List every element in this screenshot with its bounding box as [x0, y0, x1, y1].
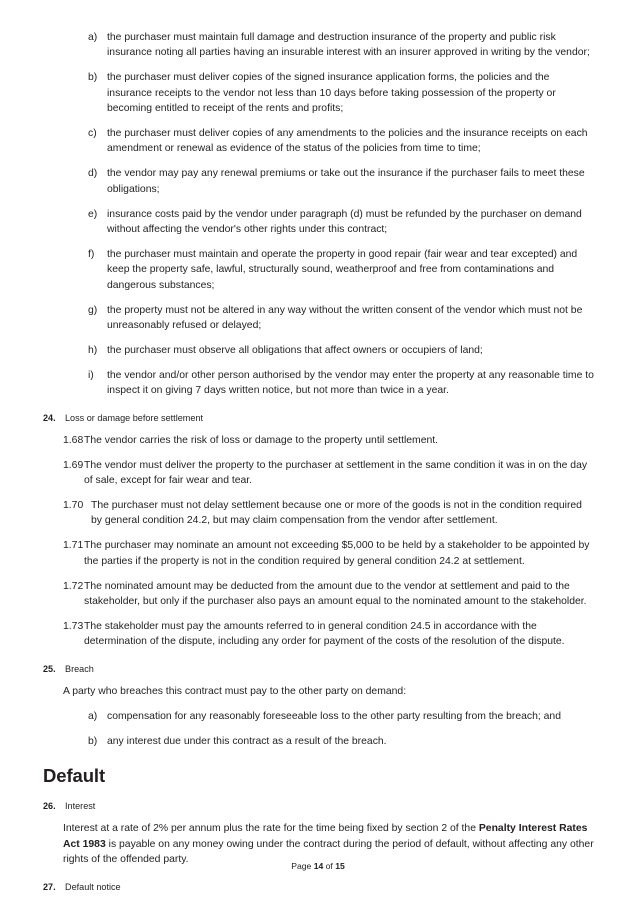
list-item [43, 166, 595, 197]
list-item [43, 126, 595, 157]
section-heading-27 [43, 881, 595, 894]
list-item [43, 207, 595, 238]
section-heading-26 [43, 800, 595, 813]
section-title: Loss or damage before settlement [65, 412, 204, 423]
section-number: 27. [43, 881, 56, 892]
list-item [43, 368, 595, 399]
clause-text: The vendor must deliver the property to the purchaser at settlement in the same condition it was in on the day of sale, except for fair wear and tear. [84, 459, 588, 487]
list-item [43, 247, 595, 293]
list-item [43, 30, 595, 61]
clause [43, 458, 595, 489]
clause-text: The nominated amount may be deducted from the amount due to the vendor at settlement and paid to the stakeholder, but only if the purchaser also pays an amount equal to the nominated amount to the stakeholder. [84, 580, 587, 607]
clause [43, 579, 595, 610]
clause-text: The stakeholder must pay the amounts referred to in general condition 24.5 in accordance with the determination of the dispute, including any order for payment of the costs of the resolution of the dispute. [84, 620, 565, 648]
list-item-text: the vendor and/or other person authorised by the vendor may enter the property at any reasonable time to inspect it on giving 7 days written notice, but not more than twice in a year. [107, 369, 594, 397]
section-number: 24. [43, 412, 56, 423]
interest-text-after: is payable on any money owing under the contract during the period of default, without affecting any other rights of the offended party. [63, 838, 594, 866]
list-item-marker: d) [88, 168, 98, 180]
list-item-marker: f) [88, 248, 95, 260]
clause-text: The purchaser may nominate an amount not exceeding $5,000 to be held by a stakeholder to be appointed by the parties if the property is not in the condition required by general condition 24.2 at settlement. [84, 540, 590, 567]
list-item-text: the purchaser must maintain and operate the property in good repair (fair wear and tear excepted) and keep the property safe, lawful, structurally sound, weatherproof and free from contaminations and dangerous substances; [107, 248, 578, 291]
list-item-text: the vendor may pay any renewal premiums or take out the insurance if the purchaser fails to meet these obligations; [107, 168, 585, 195]
list-item-text: the purchaser must deliver copies of the signed insurance application forms, the policies and the insurance receipts to the vendor not less than 10 days before taking possession of the property or becoming entitled to receipt of the rents and profits; [107, 72, 556, 115]
clause-number: 1.68 [63, 434, 84, 446]
page-title: Default [43, 765, 105, 787]
list-item-text: any interest due under this contract as a result of the breach. [107, 736, 387, 747]
list-item [43, 709, 595, 724]
insurance-obligations-list [43, 30, 595, 399]
clause-number: 1.73 [63, 620, 84, 632]
clause [43, 498, 595, 529]
list-item [43, 343, 595, 358]
clause-text: The purchaser must not delay settlement because one or more of the goods is not in the condition required by general condition 24.2, but may claim compensation from the vendor after settlement. [91, 499, 582, 527]
breach-intro-paragraph: A party who breaches this contract must pay to the other party on demand: [63, 685, 407, 697]
list-item-text: the purchaser must observe all obligations that affect owners or occupiers of land; [107, 345, 483, 356]
footer-middle: of [323, 861, 336, 871]
list-item-marker: h) [88, 345, 98, 356]
clause-number: 1.71 [63, 540, 84, 552]
section-number: 26. [43, 801, 56, 812]
list-item-marker: e) [88, 208, 98, 220]
list-item-marker: a) [88, 711, 98, 723]
footer-page-number: 14 [313, 861, 324, 871]
section-title: Interest [65, 801, 96, 812]
list-item-text: the property must not be altered in any way without the written consent of the vendor which must not be unreasonably refused or delayed; [107, 304, 583, 332]
interest-text-before: Interest at a rate of 2% per annum plus the rate for the time being fixed by section 2 of the [63, 823, 479, 835]
section-heading-25 [43, 663, 595, 676]
list-item-text: compensation for any reasonably foreseeable loss to the other party resulting from the breach; and [107, 711, 561, 723]
section-title: Default notice [65, 881, 121, 892]
clause-number: 1.72 [63, 580, 84, 592]
penalty-interest-act-reference: Penalty Interest Rates Act 1983 [63, 823, 588, 850]
list-item-marker: g) [88, 304, 98, 316]
clause [43, 538, 595, 569]
breach-items-list [43, 709, 595, 749]
clause-number: 1.69 [63, 459, 84, 471]
list-item-marker: i) [88, 369, 94, 381]
list-item [43, 70, 595, 116]
list-item-marker: b) [88, 736, 98, 747]
list-item-marker: b) [88, 72, 98, 84]
list-item-marker: a) [88, 32, 98, 43]
clause-number: 1.70 [63, 499, 84, 511]
clause [43, 619, 595, 650]
section-title: Breach [65, 663, 94, 674]
list-item [43, 734, 595, 749]
list-item-marker: c) [88, 128, 97, 140]
section-number: 25. [43, 663, 56, 674]
list-item-text: insurance costs paid by the vendor under paragraph (d) must be refunded by the purchaser on demand without affecting the vendor's other rights under this contract; [107, 208, 582, 236]
page-footer [0, 860, 636, 872]
list-item-text: the purchaser must deliver copies of any amendments to the policies and the insurance receipts on each amendment or renewal as evidence of the status of the policies from time to time; [107, 128, 588, 155]
clause [43, 433, 595, 448]
list-item [43, 303, 595, 334]
footer-total-pages: 15 [335, 861, 345, 871]
footer-prefix: Page [291, 861, 314, 871]
list-item-text: the purchaser must maintain full damage and destruction insurance of the property and public risk insurance noting all parties having an insurable interest with an insurer approved in writing by the vendor; [107, 32, 590, 59]
clause-text: The vendor carries the risk of loss or damage to the property until settlement. [84, 434, 439, 446]
section-heading-24 [43, 412, 595, 425]
